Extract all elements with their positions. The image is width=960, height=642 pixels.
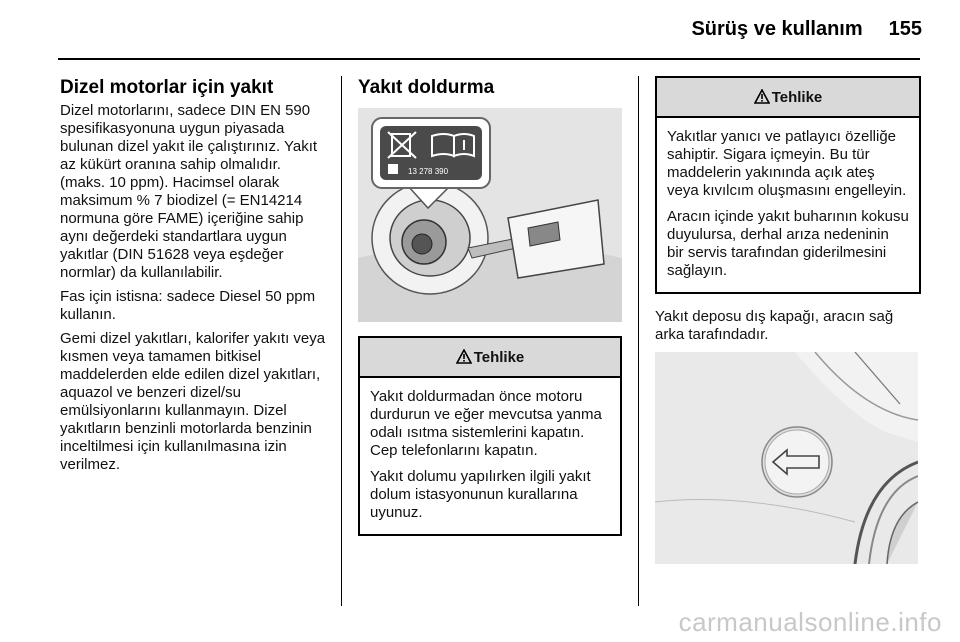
column-fuel-warning	[655, 76, 921, 564]
danger-paragraph-1: Yakıtlar yanıcı ve patlayıcı özelliğe sahiptir. Sigara içmeyin. Bu tür maddelerin yakınında açık ateş veya kıvılcım oluşmasını engelleyin.	[667, 128, 907, 199]
warning-triangle-icon	[754, 89, 770, 105]
header-rule	[58, 58, 920, 60]
danger-header	[657, 78, 919, 118]
warning-triangle-icon	[456, 349, 472, 365]
column-refuelling	[358, 76, 622, 536]
section-title: Sürüş ve kullanım	[691, 18, 863, 40]
fuel-flap-illustration	[358, 108, 622, 322]
fuel-danger-box	[655, 76, 921, 294]
watermark: carmanualsonline.info	[678, 607, 942, 637]
fuel-flap-drawing	[358, 108, 622, 322]
column-divider-1	[341, 76, 342, 606]
car-rear-drawing	[655, 352, 918, 564]
danger-title: Tehlike	[473, 348, 525, 366]
refuelling-heading: Yakıt doldurma	[358, 77, 495, 98]
danger-title: Tehlike	[771, 88, 823, 106]
page-number: 155	[888, 18, 922, 40]
danger-paragraph-2: Yakıt dolumu yapılırken ilgili yakıt dolum istasyonunun kurallarına uyunuz.	[370, 468, 591, 521]
danger-paragraph-2: Aracın içinde yakıt buharının kokusu duyulursa, derhal arıza nedeninin bir servis tarafından giderilmesini sağlayın.	[667, 208, 909, 279]
fuel-flap-location-text: Yakıt deposu dış kapağı, aracın sağ arka tarafındadır.	[655, 308, 894, 343]
figure-code: 13 278 390	[408, 167, 449, 176]
refuel-danger-box	[358, 336, 622, 536]
diesel-paragraph-2: Fas için istisna: sadece Diesel 50 ppm kullanın.	[60, 288, 316, 323]
fuel-flap-location-illustration	[655, 352, 918, 564]
danger-paragraph-1: Yakıt doldurmadan önce motoru durdurun ve eğer mevcutsa yanma odalı ısıtma sistemlerini kapatın. Cep telefonlarını kapatın.	[370, 388, 602, 459]
diesel-paragraph-3: Gemi dizel yakıtları, kalorifer yakıtı veya kısmen veya tamamen bitkisel maddelerden elde edilen dizel yakıtları, aquazol ve benzeri dizel/su emülsiyonlarını kullanmayın. Dizel yakıtların benzinli motorlarda benzinin inceltilmesi için kullanılmasına izin verilmez.	[60, 330, 326, 473]
page-header	[660, 18, 922, 48]
column-diesel-fuel	[60, 76, 328, 480]
column-divider-2	[638, 76, 639, 606]
danger-header	[360, 338, 620, 378]
diesel-paragraph-1: Dizel motorlarını, sadece DIN EN 590 spesifikasyonuna uygun piyasada bulunan dizel yakıt ile çalıştırınız. Yakıt az kükürt oranına sahip olmalıdır. (maks. 10 ppm). Hacimsel olarak maksimum % 7 biodizel (= EN14214 normuna göre FAME) içeriğine sahip aynı değerdeki standartlara uygun yakıtlar (DIN 51628 veya eşdeğer normlar) da kullanılabilir.	[60, 102, 318, 281]
diesel-heading: Dizel motorlar için yakıt	[60, 77, 274, 98]
